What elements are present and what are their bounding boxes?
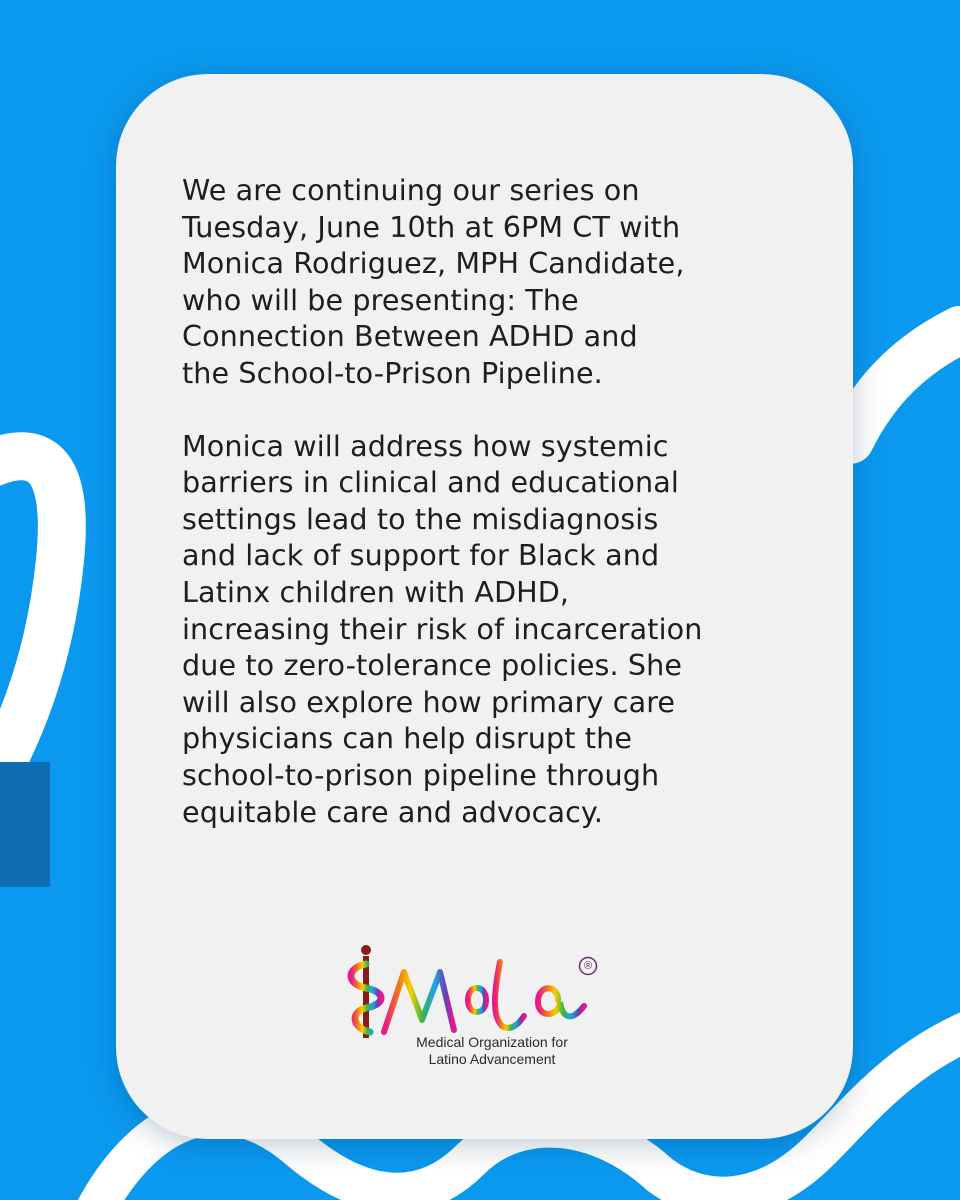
text-line: increasing their risk of incarceration bbox=[182, 611, 703, 646]
text-line: will also explore how primary care bbox=[182, 684, 676, 719]
text-line: who will be presenting: The bbox=[182, 282, 579, 317]
text-line: due to zero-tolerance policies. She bbox=[182, 648, 683, 683]
text-line: Monica Rodriguez, MPH Candidate, bbox=[182, 246, 685, 281]
text-line: the School-to-Prison Pipeline. bbox=[182, 355, 603, 390]
registered-mark: ® bbox=[583, 960, 593, 972]
rainbow-caduceus-logo-icon bbox=[344, 942, 604, 1042]
text-line: physicians can help disrupt the bbox=[182, 721, 633, 756]
announcement-card bbox=[116, 74, 853, 1139]
text-line: Connection Between ADHD and bbox=[182, 319, 638, 354]
text-line: settings lead to the misdiagnosis bbox=[182, 501, 659, 536]
logo-tagline bbox=[392, 1034, 592, 1068]
logo-tagline-line2: Latino Advancement bbox=[428, 1051, 556, 1067]
logo-tagline-line1: Medical Organization for bbox=[416, 1034, 568, 1050]
text-line: Monica will address how systemic bbox=[182, 428, 669, 463]
text-line: and lack of support for Black and bbox=[182, 538, 660, 573]
text-line: Tuesday, June 10th at 6PM CT with bbox=[182, 209, 681, 244]
mola-logo bbox=[344, 942, 624, 1067]
white-swirl-right bbox=[850, 330, 960, 440]
text-line: equitable care and advocacy. bbox=[182, 794, 604, 829]
text-line: We are continuing our series on bbox=[182, 173, 640, 207]
text-line: school-to-prison pipeline through bbox=[182, 757, 660, 792]
text-line: Latinx children with ADHD, bbox=[182, 574, 570, 609]
text-line: barriers in clinical and educational bbox=[182, 465, 679, 500]
description-paragraph bbox=[182, 428, 813, 831]
dark-blue-block bbox=[0, 762, 50, 887]
intro-paragraph bbox=[182, 172, 813, 392]
